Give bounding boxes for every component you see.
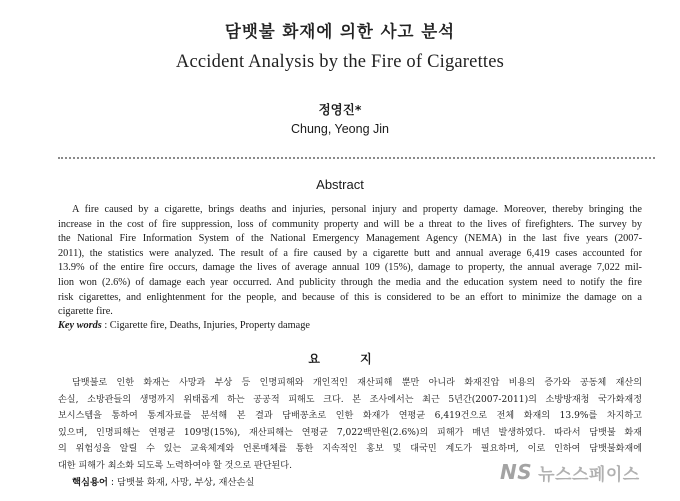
summary-line: 담뱃불로 인한 화재는 사망과 부상 등 인명피해와 개인적인 재산피해 뿐만 아니라 화재진압 비용의 증가와 공동체 재산의 [72, 378, 642, 388]
abstract-body [58, 203, 642, 320]
summary-keywords-label: 핵심용어 [72, 477, 108, 488]
abstract-keywords [58, 320, 642, 331]
summary-line: 있으며, 인명피해는 연평균 109명(15%), 재산피해는 연평균 7,022백만원(2.6%)의 피해가 매년 발생하였다. 따라서 담뱃불 화재 [58, 427, 642, 438]
summary-keywords-text: : 담뱃불 화재, 사망, 부상, 재산손실 [110, 477, 255, 488]
watermark-logo-icon: NS [500, 460, 533, 484]
news-watermark [500, 459, 670, 485]
abstract-line: cigarette fire. [58, 306, 113, 318]
section-divider [58, 157, 655, 159]
summary-line: 손실, 소방관들의 생명까지 위태롭게 하는 공공적 피해도 크다. 본 조사에서는 최근 5년간(2007-2011)의 소방방재청 국가화재정 [58, 394, 642, 405]
abstract-line: the National Fire Information System of the National Emergency Management Agency (NEMA) in the last five years (2007- [58, 233, 642, 245]
summary-heading: 요 지 [308, 352, 390, 366]
watermark-text: 뉴스스페이스 [538, 464, 640, 485]
abstract-line: 2011), the statistics were analyzed. The result of a fire caused by a cigarette butt and annual average 6,419 cases accounted for [58, 247, 642, 259]
abstract-line: risk cigarettes, and enlightenment for the people, and because of this is considered to be an effort to minimize the damage on a [58, 291, 642, 303]
paper-title-korean: 담뱃불 화재에 의한 사고 분석 [224, 22, 456, 41]
abstract-line: A fire caused by a cigarette, brings deaths and injuries, personal injury and property damage. Moreover, thereby bringing the [72, 204, 642, 215]
keywords-text: : Cigarette fire, Deaths, Injuries, Property damage [104, 320, 310, 331]
keywords-label: Key words [58, 320, 102, 331]
abstract-line: increase in the cost of fire suppression, loss of community property and will be a threat to the lives of firefighters. The survey by [58, 218, 642, 230]
paper-title-english: Accident Analysis by the Fire of Cigarettes [175, 52, 505, 72]
summary-keywords [72, 474, 254, 488]
summary-line: 보시스템을 통하여 통계자료를 분석해 본 결과 담배꽁초로 인한 화재가 연평균 6,419건으로 전체 화재의 13.9%를 차지하고 [58, 411, 642, 422]
author-name-korean: 정영진* [318, 102, 362, 117]
author-name-english: Chung, Yeong Jin [290, 122, 389, 136]
summary-line: 의 위험성을 알릴 수 있는 교육체계와 언론매체를 통한 지속적인 홍보 및 대국민 계도가 필요하며, 이로 인하여 담뱃불화재에 [58, 444, 642, 455]
abstract-line: 13.9% of the entire fire occurs, damage the lives of average annual 109 (15%), damage to property, the annual average 7,022 mil- [58, 262, 642, 274]
abstract-line: lion won (2.6%) of damage each year occurred. And publicity through the media and the education system need to notify the fire [58, 276, 642, 288]
summary-line: 대한 피해가 최소화 되도록 노력하여야 할 것으로 판단된다. [58, 460, 292, 471]
abstract-heading: Abstract [316, 177, 364, 192]
